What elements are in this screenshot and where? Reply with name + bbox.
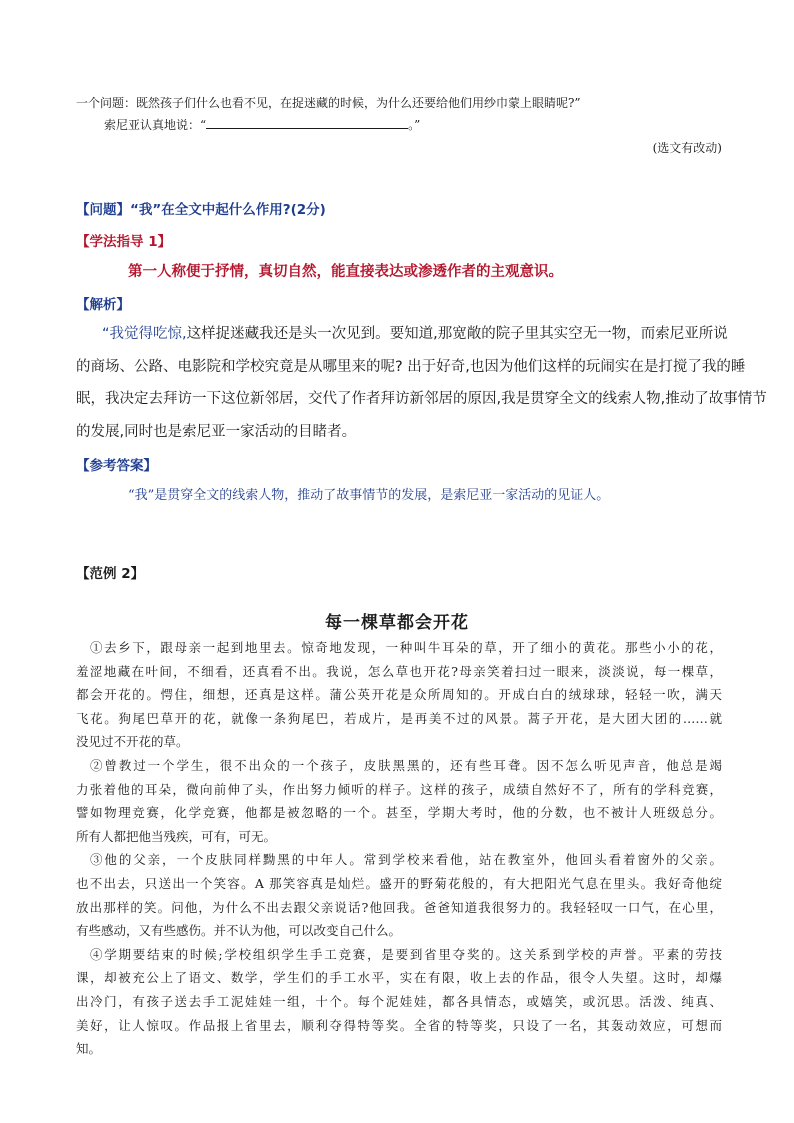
article-line: 美好，让人惊叹。作品报上省里去，顺利夺得特等奖。全省的特等奖，只设了一名，其轰动效应，可想而 — [76, 1017, 722, 1033]
analysis-body — [76, 318, 767, 448]
analysis-line-text: 的发展,同时也是索尼亚一家活动的目睹者。 — [76, 423, 357, 440]
article-line: ②曾教过一个学生，很不出众的一个孩子，皮肤黑黑的，还有些耳聋。因不怎么听见声音，他总是竭 — [90, 757, 722, 773]
reply-suffix: 。” — [408, 118, 421, 132]
question-heading — [76, 198, 326, 218]
article-line: 都会开花的。愕住，细想，还真是这样。蒲公英开花是众所周知的。开成白白的绒球球，轻轻一吹，满天 — [76, 687, 722, 703]
article-line: 力张着他的耳朵，微向前伸了头，作出努力倾听的样子。这样的孩子，成绩自然好不了，所有的学科竞赛， — [76, 781, 722, 797]
analysis-line — [76, 416, 722, 449]
reply-prefix: 索尼亚认真地说：“ — [104, 118, 207, 132]
question-text: “我”在全文中起什么作用?(2分) — [130, 202, 326, 218]
article-line: 课，却被充公上了语文、数学，学生们的手工水平，实在有限，收上去的作品，很令人失望。这时，却爆 — [76, 970, 722, 986]
article-line: 也不出去，只送出一个笑容。A 那笑容真是灿烂。盛开的野菊花般的，有大把阳光气息在里头。我好奇他绽 — [76, 875, 722, 891]
analysis-line-text: 这样捉迷藏我还是头一次见到。要知道,那宽敞的院子里其实空无一物，而索尼亚所说 — [186, 326, 728, 342]
analysis-line — [76, 318, 728, 351]
article-line: 放出那样的笑。问他，为什么不出去跟父亲说话?他回我。爸爸知道我很努力的。我轻轻叹一口气，在心里， — [76, 899, 722, 915]
answer-text: “我”是贯穿全文的线索人物，推动了故事情节的发展，是索尼亚一家活动的见证人。 — [128, 488, 610, 503]
article-line: ④学期要结束的时候;学校组织学生手工竞赛，是要到省里夺奖的。这关系到学校的声誉。平素的劳技 — [90, 946, 722, 962]
question-tag: 【问题】 — [76, 202, 130, 218]
analysis-line — [76, 351, 746, 384]
article-paragraphs — [76, 636, 722, 1061]
answer-tag: 【参考答案】 — [76, 458, 157, 474]
article-title: 每一棵草都会开花 — [325, 613, 469, 633]
analysis-line-text: 的商场、公路、电影院和学校究竟是从哪里来的呢? 出于好奇,也因为他们这样的玩闹实在是打搅了我的睡 — [76, 358, 746, 375]
analysis-quote: “我觉得吃惊, — [102, 326, 187, 342]
article-line: ③他的父亲，一个皮肤同样黝黑的中年人。常到学校来看他，站在教室外，他回头看着窗外的父亲。 — [90, 852, 722, 868]
article-line: ①去乡下，跟母亲一起到地里去。惊奇地发现，一种叫牛耳朵的草，开了细小的黄花。那些小小的花， — [90, 640, 722, 655]
source-note: (选文有改动) — [652, 141, 722, 155]
answer-blank — [206, 116, 408, 129]
article-line: 没见过不开花的草。 — [76, 734, 189, 750]
article-line: 知。 — [76, 1041, 102, 1057]
intro-question-line: 一个问题：既然孩子们什么也看不见，在捉迷藏的时候，为什么还要给他们用纱巾蒙上眼睛呢?” — [76, 96, 581, 110]
guide-text: 第一人称便于抒情，真切自然，能直接表达或渗透作者的主观意识。 — [128, 264, 563, 280]
article-line: 飞花。狗尾巴草开的花，就像一条狗尾巴，若成片，是再美不过的风景。蒿子开花，是大团大团的……就 — [76, 710, 722, 726]
article-line: 所有人都把他当残疾，可有，可无。 — [76, 828, 277, 844]
article-line: 譬如物理竞赛，化学竞赛，他都是被忽略的一个。甚至，学期大考时，他的分数，也不被计人班级总分。 — [76, 805, 722, 821]
guide-tag: 【学法指导 1】 — [76, 234, 172, 250]
analysis-line-text: 眠，我决定去拜访一下这位新邻居，交代了作者拜访新邻居的原因,我是贯穿全文的线索人物,推动了故事情节 — [76, 391, 767, 407]
example-tag: 【范例 2】 — [76, 566, 145, 582]
article-line: 羞涩地藏在叶间，不细看，还真看不出。我说，怎么草也开花?母亲笑着扫过一眼来，淡淡说，每一棵草， — [76, 663, 722, 679]
sonia-reply-line — [104, 116, 420, 133]
article-line: 有些感动，又有些感伤。并不认为他，可以改变自己什么。 — [76, 923, 402, 939]
article-line: 出冷门，有孩子送去手工泥娃娃一组，十个。每个泥娃娃，都各具情态，或嬉笑，或沉思。活泼、纯真、 — [76, 993, 722, 1009]
article-body — [76, 636, 722, 1061]
analysis-line — [76, 383, 767, 416]
analysis-tag: 【解析】 — [76, 297, 130, 313]
